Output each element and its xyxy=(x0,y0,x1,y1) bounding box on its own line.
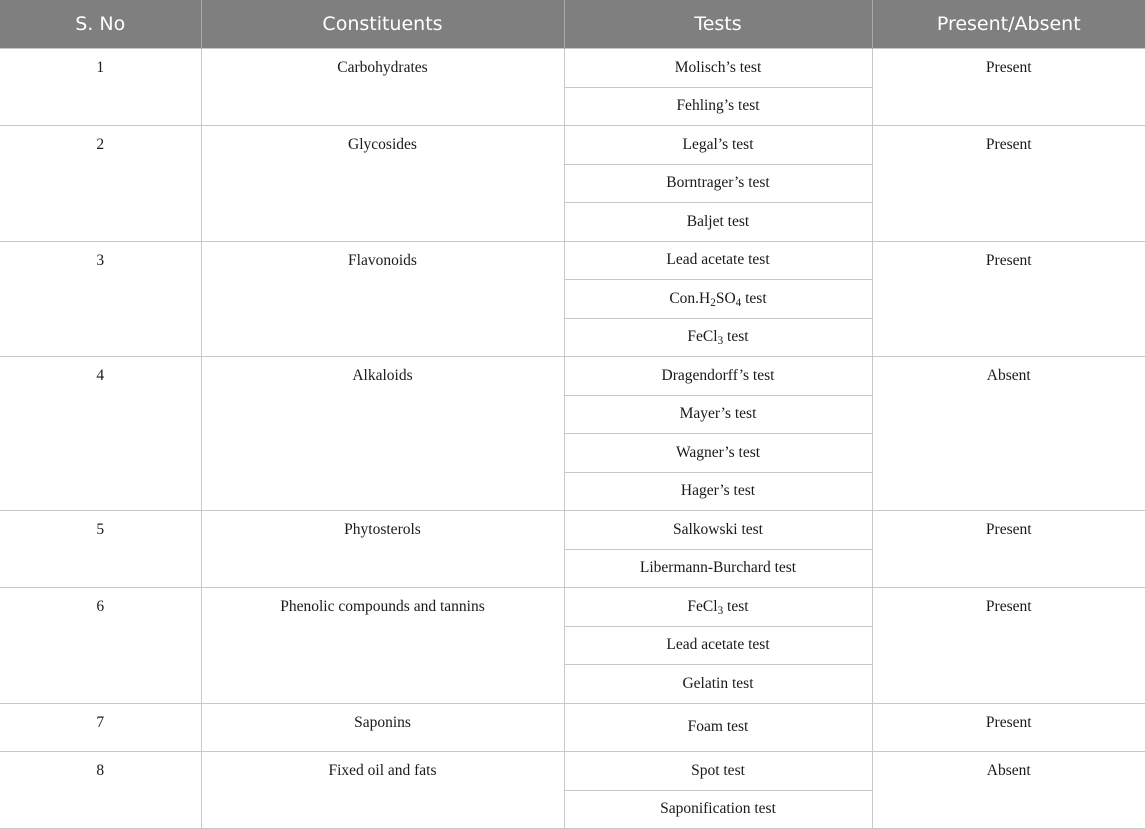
constituent-cell: Phytosterols xyxy=(201,511,564,588)
constituent-cell: Glycosides xyxy=(201,126,564,242)
constituent-cell: Carbohydrates xyxy=(201,49,564,126)
test-cell: Saponification test xyxy=(564,790,872,829)
sno-cell: 3 xyxy=(0,241,201,357)
test-cell: FeCl$_3$ test xyxy=(564,588,872,627)
result-cell: Present xyxy=(872,588,1145,704)
sno-cell: 5 xyxy=(0,511,201,588)
table-row xyxy=(0,357,1145,396)
test-cell: Mayer’s test xyxy=(564,395,872,434)
test-cell: Legal’s test xyxy=(564,126,872,165)
table-row xyxy=(0,588,1145,627)
sno-cell: 7 xyxy=(0,703,201,752)
result-cell: Present xyxy=(872,126,1145,242)
test-cell: Dragendorff’s test xyxy=(564,357,872,396)
header-constituents: Constituents xyxy=(201,0,564,49)
result-cell: Absent xyxy=(872,357,1145,511)
table-row xyxy=(0,703,1145,752)
test-cell: Borntrager’s test xyxy=(564,164,872,203)
sno-cell: 6 xyxy=(0,588,201,704)
test-cell: Molisch’s test xyxy=(564,49,872,88)
table-row xyxy=(0,49,1145,88)
constituent-cell: Saponins xyxy=(201,703,564,752)
test-cell: Gelatin test xyxy=(564,665,872,704)
table-row xyxy=(0,511,1145,550)
result-cell: Present xyxy=(872,511,1145,588)
result-cell: Present xyxy=(872,703,1145,752)
header-sno: S. No xyxy=(0,0,201,49)
table-row xyxy=(0,126,1145,165)
result-cell: Absent xyxy=(872,752,1145,829)
test-cell: Lead acetate test xyxy=(564,241,872,280)
sno-cell: 1 xyxy=(0,49,201,126)
constituent-cell: Flavonoids xyxy=(201,241,564,357)
sno-cell: 8 xyxy=(0,752,201,829)
table-header xyxy=(0,0,1145,49)
result-cell: Present xyxy=(872,49,1145,126)
test-cell: Foam test xyxy=(564,703,872,752)
test-cell: Spot test xyxy=(564,752,872,791)
table-body xyxy=(0,49,1145,829)
result-cell: Present xyxy=(872,241,1145,357)
test-cell: Hager’s test xyxy=(564,472,872,511)
header-present-absent: Present/Absent xyxy=(872,0,1145,49)
test-cell: Fehling’s test xyxy=(564,87,872,126)
test-cell: Salkowski test xyxy=(564,511,872,550)
constituent-cell: Fixed oil and fats xyxy=(201,752,564,829)
test-cell: Libermann-Burchard test xyxy=(564,549,872,588)
table-row xyxy=(0,752,1145,791)
test-cell: $Con.H_2SO_4$ test xyxy=(564,280,872,319)
constituent-cell: Phenolic compounds and tannins xyxy=(201,588,564,704)
test-cell: FeCl$_3$ test xyxy=(564,318,872,357)
constituent-cell: Alkaloids xyxy=(201,357,564,511)
table-row xyxy=(0,241,1145,280)
test-cell: Lead acetate test xyxy=(564,626,872,665)
test-cell: Wagner’s test xyxy=(564,434,872,473)
sno-cell: 4 xyxy=(0,357,201,511)
header-row xyxy=(0,0,1145,49)
sno-cell: 2 xyxy=(0,126,201,242)
header-tests: Tests xyxy=(564,0,872,49)
test-cell: Baljet test xyxy=(564,203,872,242)
